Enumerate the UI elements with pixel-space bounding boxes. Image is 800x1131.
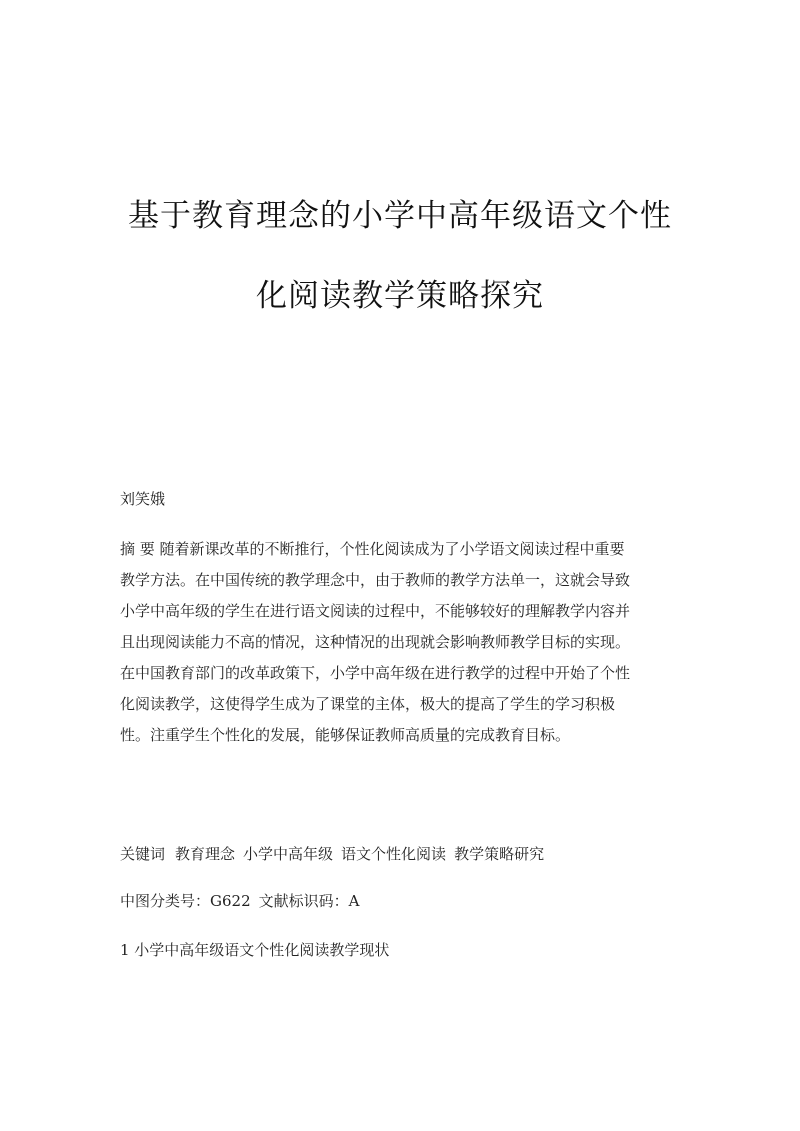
keywords-line <box>120 843 552 864</box>
abstract-line: 化阅读教学，这使得学生成为了课堂的主体，极大的提高了学生的学习积极 <box>120 695 616 713</box>
abstract-line: 摘 要 随着新课改革的不断推行，个性化阅读成为了小学语文阅读过程中重要 <box>120 540 625 558</box>
keyword-item: 语文个性化阅读 <box>341 845 447 863</box>
title-line-2: 化阅读教学策略探究 <box>256 278 544 314</box>
section-heading: 1 小学中高年级语文个性化阅读教学现状 <box>120 941 390 959</box>
keyword-item: 小学中高年级 <box>243 845 334 863</box>
abstract-line: 且出现阅读能力不高的情况，这种情况的出现就会影响教师教学目标的实现。 <box>120 633 631 651</box>
keyword-item: 教育理念 <box>175 845 236 863</box>
abstract-line: 性。注重学生个性化的发展，能够保证教师高质量的完成教育目标。 <box>120 726 571 744</box>
title-line-1: 基于教育理念的小学中高年级语文个性 <box>128 198 672 234</box>
classification-line <box>120 890 359 911</box>
abstract-block <box>120 538 680 755</box>
abstract-line: 在中国教育部门的改革政策下，小学中高年级在进行教学的过程中开始了个性 <box>120 664 631 682</box>
abstract-line: 小学中高年级的学生在进行语文阅读的过程中，不能够较好的理解教学内容并 <box>120 602 631 620</box>
abstract-line: 教学方法。在中国传统的教学理念中，由于教师的教学方法单一，这就会导致 <box>120 571 631 589</box>
document-code: 文献标识码：A <box>258 892 360 910</box>
keyword-item: 教学策略研究 <box>454 845 545 863</box>
clc-number: 中图分类号：G622 <box>120 892 251 910</box>
keywords-label: 关键词 <box>120 845 166 863</box>
author-name: 刘笑娥 <box>120 490 166 508</box>
